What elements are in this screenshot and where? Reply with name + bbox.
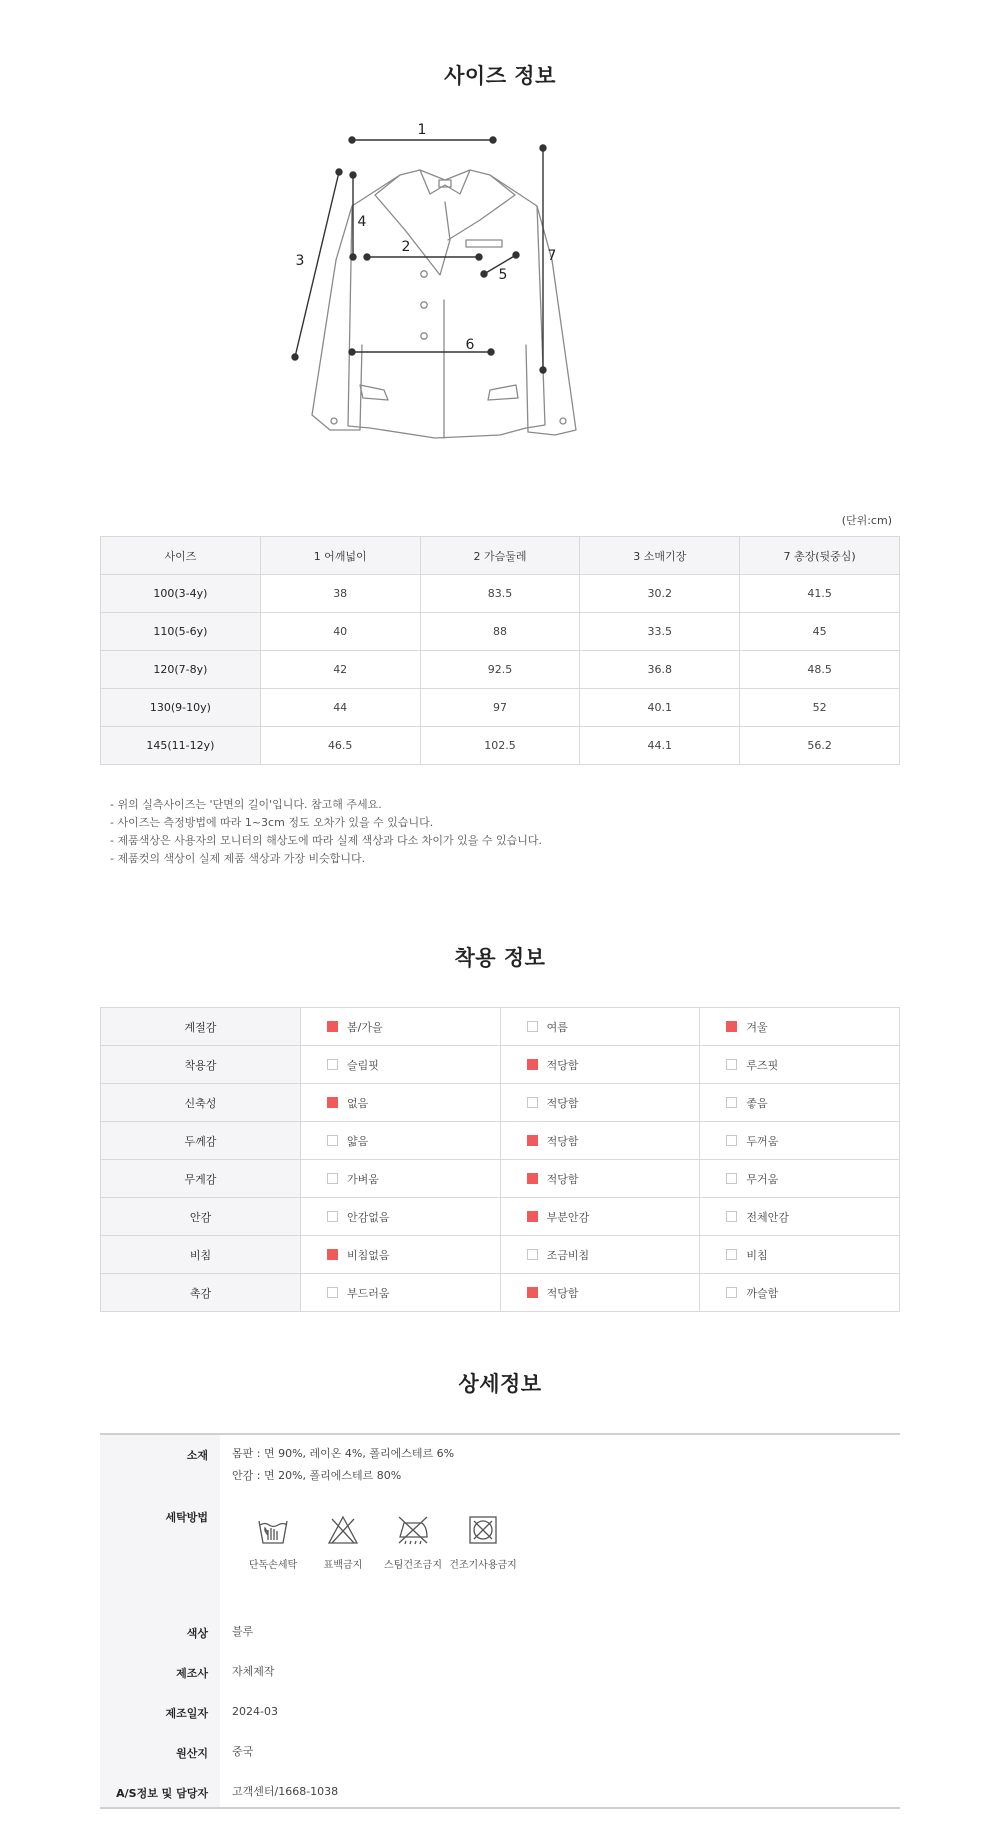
unchecked-checkbox (726, 1173, 737, 1184)
unit-label: (단위:cm) (841, 514, 892, 527)
fit-option (500, 1236, 700, 1274)
fit-option (500, 1198, 700, 1236)
fit-option (301, 1198, 501, 1236)
size-table-header (101, 537, 900, 575)
measurement-lines (292, 137, 546, 373)
fit-option-label: 부분안감 (546, 1210, 590, 1224)
size-info-title: 사이즈 정보 (444, 64, 556, 88)
care-item-no-tumble-dry (448, 1513, 518, 1571)
measurement-cell: 92.5 (420, 651, 580, 689)
fit-option-label: 까슬함 (746, 1286, 779, 1300)
label-6: 6 (465, 337, 475, 353)
fit-row-label: 촉감 (101, 1274, 301, 1312)
label-4: 4 (357, 214, 367, 230)
as-info-label: A/S정보 및 담당자 (116, 1787, 208, 1800)
fit-option-label: 얇음 (347, 1134, 369, 1148)
material-line: 몸판 : 면 90%, 레이온 4%, 폴리에스테르 6% (232, 1447, 455, 1460)
unchecked-checkbox (726, 1097, 737, 1108)
column-header: 사이즈 (101, 537, 261, 575)
manufacturer-label: 제조사 (176, 1667, 208, 1680)
measurement-cell: 33.5 (580, 613, 740, 651)
manufacture-date-value: 2024-03 (232, 1705, 278, 1718)
table-row (101, 651, 900, 689)
care-text: 단독손세탁 (248, 1560, 298, 1571)
fit-option (500, 1008, 700, 1046)
checked-checkbox (527, 1287, 538, 1298)
unchecked-checkbox (726, 1249, 737, 1260)
column-header: 3 소매기장 (580, 537, 740, 575)
fit-row (101, 1008, 900, 1046)
fit-option-label: 비침없음 (347, 1248, 390, 1262)
measurement-cell: 48.5 (740, 651, 900, 689)
fit-option (700, 1198, 900, 1236)
material-label: 소재 (186, 1449, 208, 1462)
care-text: 표백금지 (323, 1560, 363, 1571)
table-row (101, 727, 900, 765)
fit-option (700, 1046, 900, 1084)
unchecked-checkbox (726, 1211, 737, 1222)
fit-row (101, 1084, 900, 1122)
fit-option-label: 루즈핏 (746, 1058, 779, 1072)
fit-row (101, 1122, 900, 1160)
fit-option (700, 1236, 900, 1274)
table-row (101, 689, 900, 727)
fit-row-label: 두께감 (101, 1122, 301, 1160)
fit-option-label: 부드러움 (347, 1286, 390, 1300)
size-table (100, 536, 900, 765)
label-3: 3 (295, 253, 305, 269)
unchecked-checkbox (726, 1059, 737, 1070)
fit-row-label: 착용감 (101, 1046, 301, 1084)
checked-checkbox (527, 1173, 538, 1184)
fit-option-label: 적당함 (546, 1096, 579, 1110)
unchecked-checkbox (327, 1059, 338, 1070)
label-7: 7 (547, 248, 557, 264)
checked-checkbox (726, 1021, 737, 1032)
size-cell: 145(11-12y) (101, 727, 261, 765)
fit-option-label: 겨울 (746, 1020, 768, 1034)
unchecked-checkbox (527, 1021, 538, 1032)
fit-option (700, 1084, 900, 1122)
care-item-no-bleach (308, 1513, 378, 1571)
unchecked-checkbox (327, 1135, 338, 1146)
fit-row-label: 무게감 (101, 1160, 301, 1198)
fit-row (101, 1198, 900, 1236)
detail-info-table (100, 1433, 900, 1809)
origin-label: 원산지 (176, 1747, 208, 1760)
fit-option (500, 1084, 700, 1122)
detail-info-title: 상세정보 (458, 1372, 542, 1396)
fit-option (301, 1274, 501, 1312)
manufacturer-value: 자체제작 (232, 1665, 275, 1678)
table-row (101, 613, 900, 651)
fit-option-label: 비침 (746, 1248, 768, 1262)
measurement-cell: 40 (260, 613, 420, 651)
table-row (101, 575, 900, 613)
fit-option-label: 슬림핏 (347, 1058, 379, 1072)
column-header: 1 어깨넓이 (260, 537, 420, 575)
note-line: - 제품컷의 색상이 실제 제품 색상과 가장 비슷합니다. (110, 852, 366, 865)
care-text: 건조기사용금지 (449, 1560, 517, 1571)
fit-option-label: 적당함 (546, 1058, 579, 1072)
fit-option (301, 1122, 501, 1160)
measurement-cell: 88 (420, 613, 580, 651)
measurement-cell: 83.5 (420, 575, 580, 613)
fit-option (500, 1160, 700, 1198)
fit-option (500, 1274, 700, 1312)
fit-table (100, 1007, 900, 1312)
fit-option (700, 1122, 900, 1160)
unchecked-checkbox (327, 1211, 338, 1222)
care-label: 세탁방법 (165, 1511, 208, 1524)
measurement-cell: 52 (740, 689, 900, 727)
fit-option-label: 좋음 (746, 1096, 768, 1110)
fit-row-label: 비침 (101, 1236, 301, 1274)
checked-checkbox (527, 1059, 538, 1070)
fit-option-label: 적당함 (546, 1134, 579, 1148)
color-label: 색상 (186, 1627, 208, 1640)
note-line: - 제품색상은 사용자의 모니터의 해상도에 따라 실제 색상과 다소 차이가 있을 수 있습니다. (110, 834, 542, 847)
fit-option-label: 전체안감 (746, 1210, 789, 1224)
column-header: 2 가슴둘레 (420, 537, 580, 575)
jacket-buttons (331, 271, 566, 424)
measurement-cell: 44 (260, 689, 420, 727)
fit-row (101, 1046, 900, 1084)
fit-option-label: 조금비침 (546, 1248, 590, 1262)
measurement-numbers (296, 122, 557, 353)
measurement-cell: 46.5 (260, 727, 420, 765)
fit-row-label: 계절감 (101, 1008, 301, 1046)
measurement-cell: 56.2 (740, 727, 900, 765)
material-value (232, 1443, 454, 1487)
care-text: 스팀건조금지 (384, 1560, 442, 1571)
hand-wash-icon (256, 1513, 290, 1547)
measurement-cell: 41.5 (740, 575, 900, 613)
checked-checkbox (527, 1135, 538, 1146)
measurement-cell: 30.2 (580, 575, 740, 613)
measurement-cell: 102.5 (420, 727, 580, 765)
fit-option (700, 1160, 900, 1198)
checked-checkbox (327, 1097, 338, 1108)
fit-option-label: 안감없음 (347, 1210, 390, 1224)
size-cell: 130(9-10y) (101, 689, 261, 727)
jacket-size-diagram (295, 122, 670, 450)
fit-option (500, 1122, 700, 1160)
fit-info-title: 착용 정보 (454, 946, 546, 970)
note-line: - 위의 실측사이즈는 '단면의 길이'입니다. 참고해 주세요. (110, 798, 382, 811)
fit-option (700, 1274, 900, 1312)
checked-checkbox (327, 1249, 338, 1260)
measurement-cell: 38 (260, 575, 420, 613)
measurement-cell: 45 (740, 613, 900, 651)
measurement-cell: 97 (420, 689, 580, 727)
fit-option-label: 적당함 (546, 1286, 579, 1300)
note-line: - 사이즈는 측정방법에 따라 1~3cm 정도 오차가 있을 수 있습니다. (110, 816, 434, 829)
unchecked-checkbox (726, 1135, 737, 1146)
fit-option (700, 1008, 900, 1046)
fit-row (101, 1160, 900, 1198)
label-2: 2 (401, 239, 411, 255)
fit-row-label: 안감 (101, 1198, 301, 1236)
fit-option (301, 1046, 501, 1084)
size-cell: 100(3-4y) (101, 575, 261, 613)
checked-checkbox (327, 1021, 338, 1032)
fit-option (301, 1008, 501, 1046)
measurement-cell: 40.1 (580, 689, 740, 727)
fit-row-label: 신축성 (101, 1084, 301, 1122)
care-item-no-steam-dry (378, 1513, 448, 1571)
fit-option-label: 두꺼움 (746, 1134, 779, 1148)
fit-option-label: 무거움 (746, 1172, 779, 1186)
unchecked-checkbox (327, 1287, 338, 1298)
unchecked-checkbox (527, 1097, 538, 1108)
label-1: 1 (417, 122, 427, 138)
fit-row (101, 1236, 900, 1274)
fit-option (301, 1084, 501, 1122)
unchecked-checkbox (726, 1287, 737, 1298)
fit-option (301, 1160, 501, 1198)
care-item-hand-wash (238, 1513, 308, 1571)
material-line: 안감 : 면 20%, 폴리에스테르 80% (232, 1469, 402, 1482)
fit-option-label: 가벼움 (347, 1172, 379, 1186)
fit-option-label: 여름 (546, 1020, 568, 1034)
fit-row (101, 1274, 900, 1312)
origin-value: 중국 (232, 1745, 254, 1758)
measurement-cell: 42 (260, 651, 420, 689)
size-cell: 120(7-8y) (101, 651, 261, 689)
column-header: 7 총장(뒷중심) (740, 537, 900, 575)
label-5: 5 (498, 267, 508, 283)
fit-option (301, 1236, 501, 1274)
unchecked-checkbox (327, 1173, 338, 1184)
measurement-cell: 44.1 (580, 727, 740, 765)
unchecked-checkbox (527, 1249, 538, 1260)
care-icons (238, 1513, 598, 1593)
color-value: 블루 (232, 1625, 254, 1638)
jacket-outline (312, 170, 576, 438)
fit-option-label: 적당함 (546, 1172, 579, 1186)
measurement-cell: 36.8 (580, 651, 740, 689)
size-notes (110, 796, 542, 868)
fit-option (500, 1046, 700, 1084)
as-info-value: 고객센터/1668-1038 (232, 1785, 339, 1798)
checked-checkbox (527, 1211, 538, 1222)
no-steam-dry-icon (396, 1513, 430, 1547)
size-cell: 110(5-6y) (101, 613, 261, 651)
manufacture-date-label: 제조일자 (165, 1707, 208, 1720)
fit-option-label: 없음 (347, 1096, 369, 1110)
no-tumble-dry-icon (466, 1513, 500, 1547)
no-bleach-icon (326, 1513, 360, 1547)
fit-option-label: 봄/가을 (347, 1020, 383, 1034)
